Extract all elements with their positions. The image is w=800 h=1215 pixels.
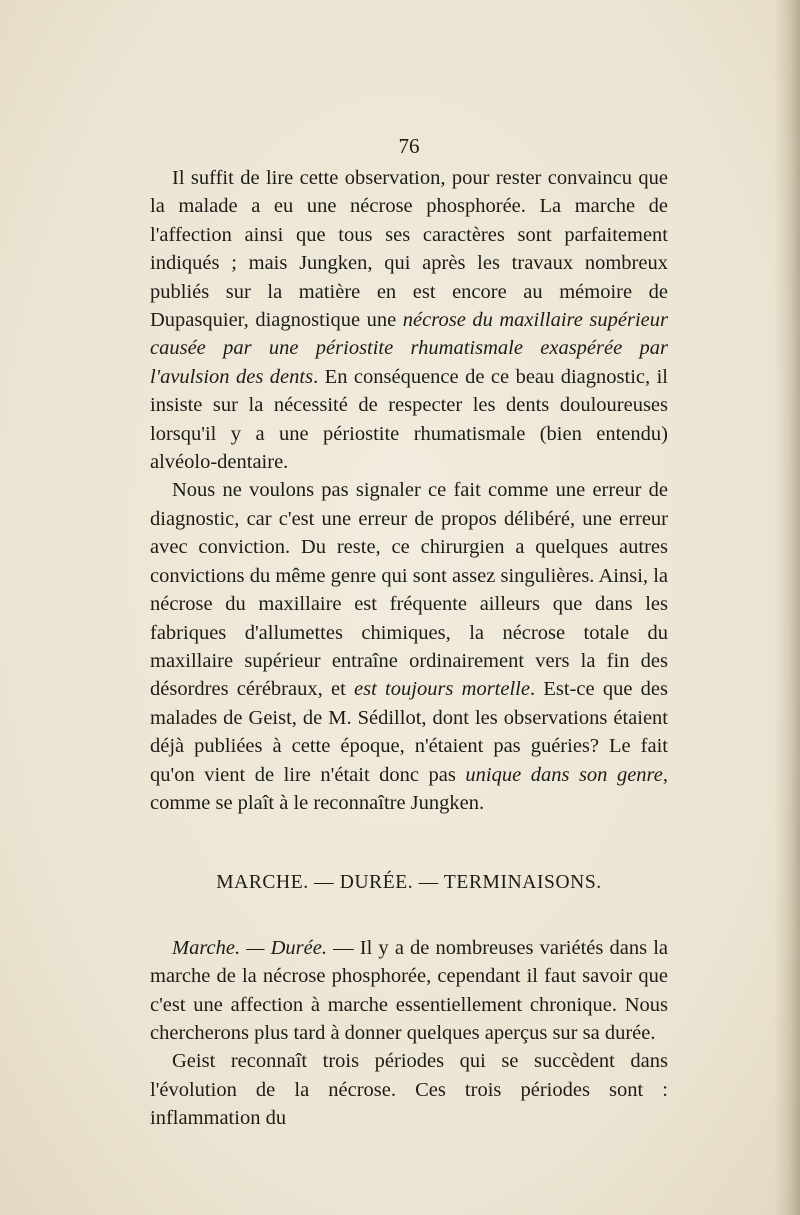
paragraph-1 xyxy=(150,164,668,476)
paragraph-4-text: Geist reconnaît trois périodes qui se succèdent dans l'évolution de la nécrose. Ces trois périodes sont : inflammation du xyxy=(150,1050,668,1130)
page-number: 76 xyxy=(398,134,420,158)
paragraph-3-italic: Marche. — Durée. xyxy=(172,936,327,959)
paragraph-3 xyxy=(150,934,668,1048)
paragraph-2-text-end: , comme se plaît à le reconnaître Jungken. xyxy=(150,763,668,814)
paragraph-2-text: Nous ne voulons pas signaler ce fait comme une erreur de diagnostic, car c'est une erreur de propos délibéré, une erreur avec conviction. Du reste, ce chirurgien a quelques autres convictions du même genre qui sont assez singulières. Ainsi, la nécrose du maxillaire est fréquente ailleurs que dans les fabriques d'allumettes chimiques, la nécrose totale du maxillaire supérieur entraîne ordinairement vers la fin des désordres cérébraux, et xyxy=(150,479,668,701)
paragraph-3-text: — Il y a de nombreuses variétés dans la marche de la nécrose phosphorée, cependant il faut savoir que c'est une affection à marche essentiellement chronique. Nous chercherons plus tard à donner quelques aperçus sur sa durée. xyxy=(150,936,668,1044)
paragraph-4 xyxy=(150,1047,668,1132)
paragraph-1-italic: nécrose du maxillaire supérieur causée par une périostite rhumatismale exaspérée par l'avulsion des dents xyxy=(150,309,668,388)
paragraph-2 xyxy=(150,476,668,817)
paragraph-2-italic-2: unique dans son genre xyxy=(465,763,663,786)
paragraph-1-text-end: . En conséquence de ce beau diagnostic, il insiste sur la nécessité de respecter les dents douloureuses lorsqu'il y a une périostite rhumatismale (bien entendu) alvéolo-dentaire. xyxy=(150,365,668,474)
paragraph-1-text: Il suffit de lire cette observation, pour rester convaincu que la malade a eu une nécrose phosphorée. La marche de l'affection ainsi que tous ses caractères sont parfaitement indiqués ; mais Jungken, qui après les travaux nombreux publiés sur la matière en est encore au mémoire de Dupasquier, diagnostique une xyxy=(150,167,668,332)
paragraph-2-text-mid: . Est-ce que des malades de Geist, de M. Sédillot, dont les observations étaient déjà publiées à cette époque, n'étaient pas guéries? Le fait qu'on vient de lire n'était donc pas xyxy=(150,678,668,786)
section-heading: MARCHE. — DURÉE. — TERMINAISONS. xyxy=(216,872,602,894)
page-edge-shadow xyxy=(774,0,800,1215)
text-block xyxy=(150,128,668,1133)
paragraph-2-italic-1: est toujours mortelle xyxy=(354,678,530,701)
